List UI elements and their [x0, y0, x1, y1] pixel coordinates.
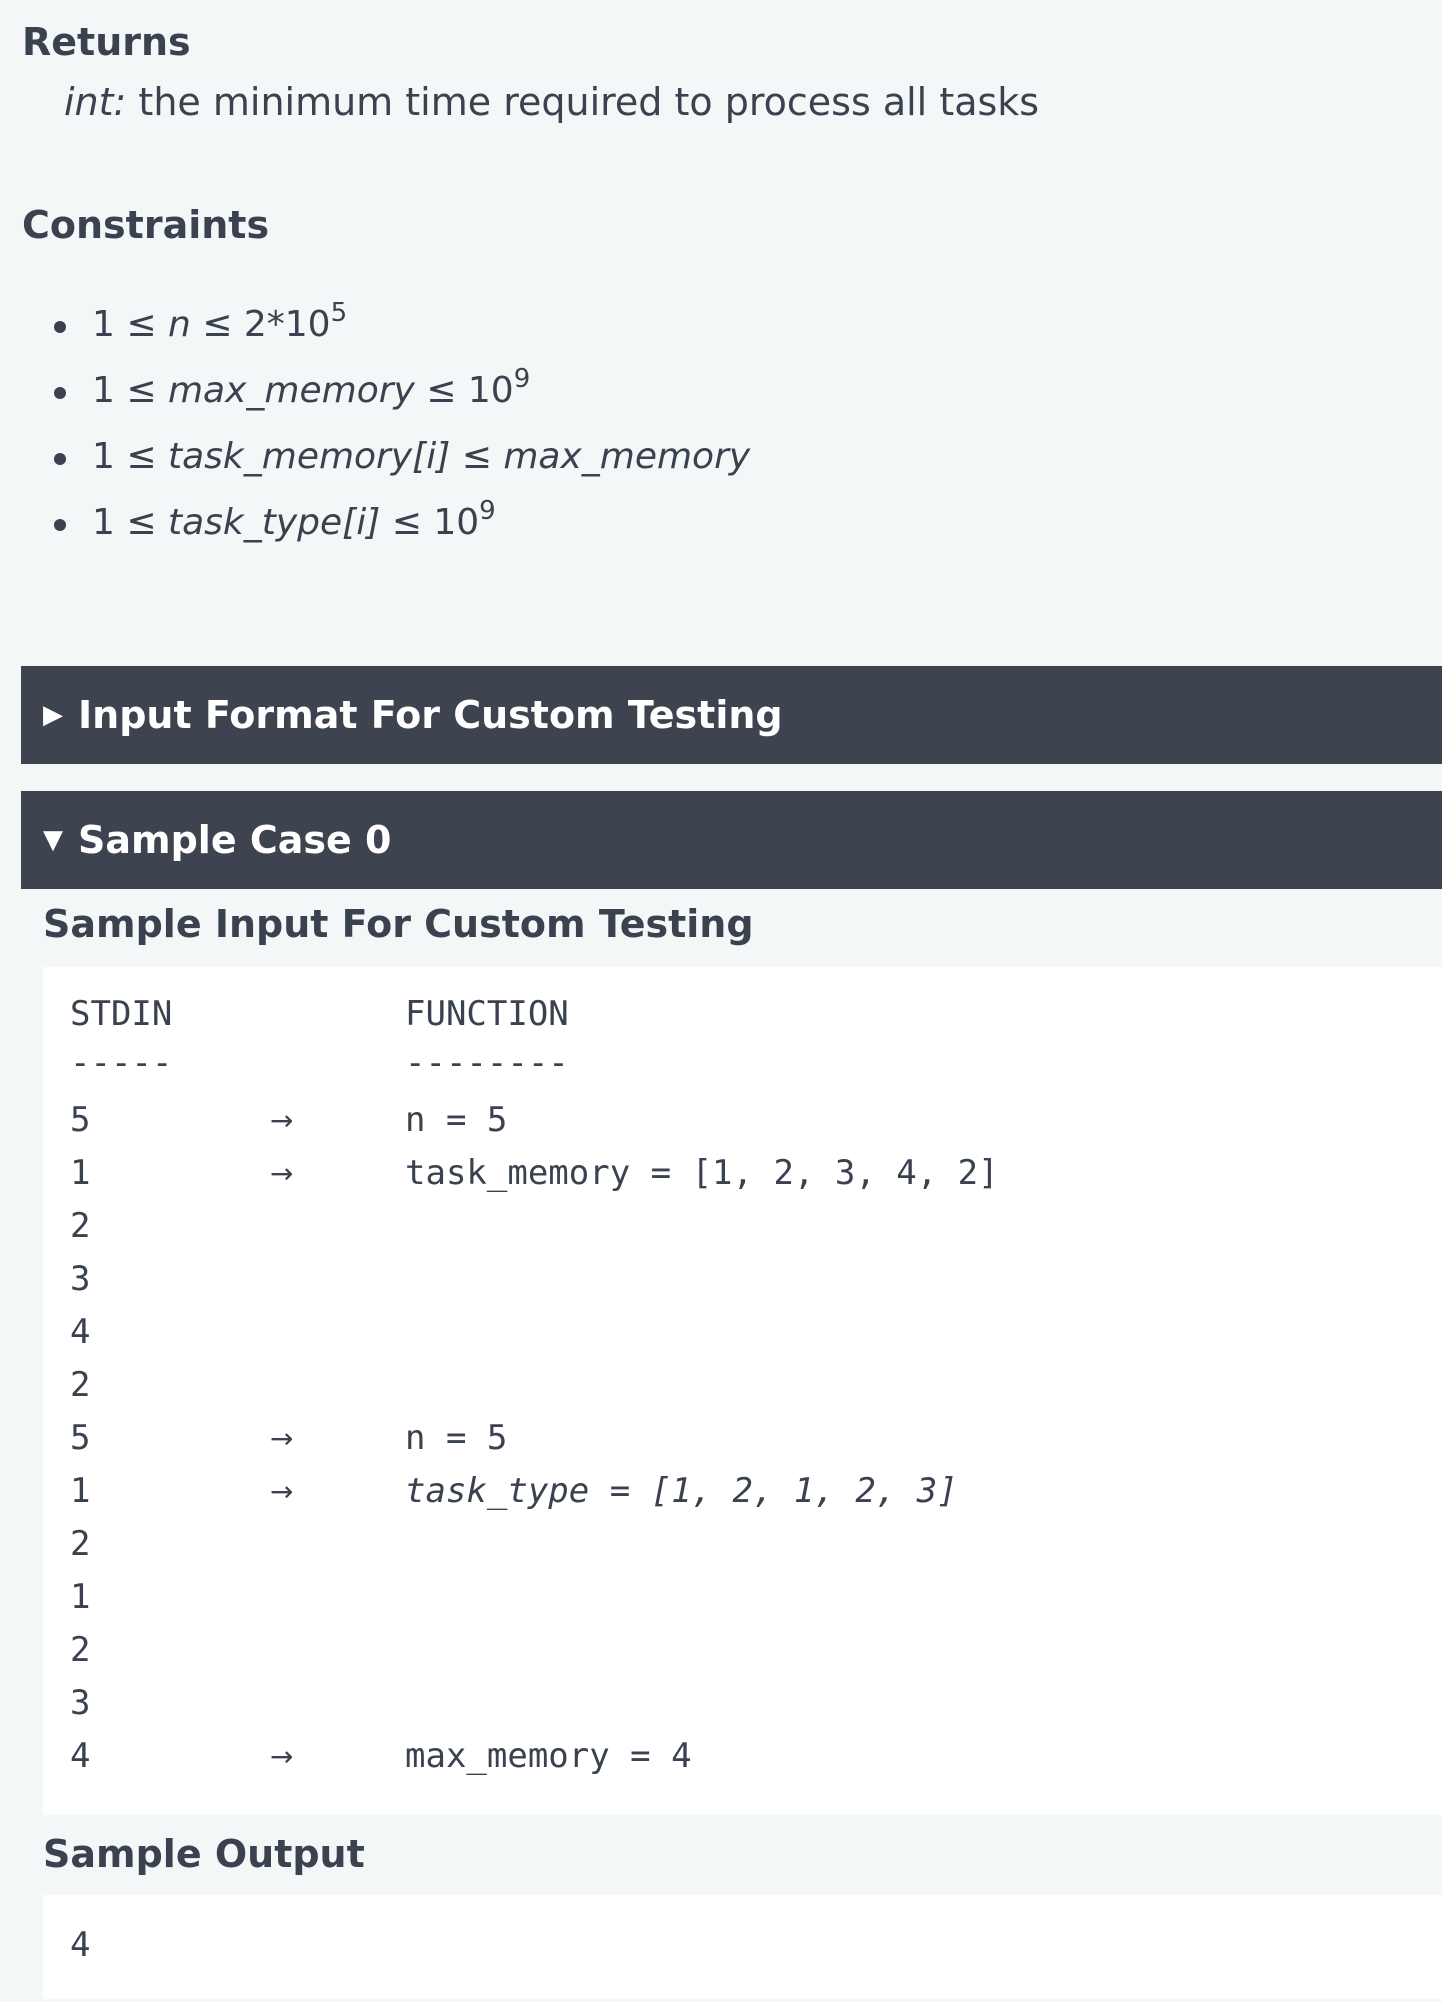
code-line [70, 1518, 1410, 1571]
sample-case-accordion-toggle[interactable] [21, 791, 1442, 889]
function-description: task_memory = [1, 2, 3, 4, 2] [405, 1153, 999, 1193]
stdin-value: 3 [70, 1259, 91, 1299]
code-line [70, 1306, 1410, 1359]
code-line [70, 988, 1410, 1041]
arrow-right-icon: → [270, 1475, 294, 1508]
return-type: int: [64, 80, 127, 124]
function-description: -------- [405, 1043, 569, 1083]
returns-heading: Returns [22, 20, 191, 64]
constraint-item: 1 ≤ task_memory[i] ≤ max_memory [0, 432, 750, 498]
input-format-accordion-toggle[interactable] [21, 666, 1442, 764]
bullet-icon [54, 387, 66, 399]
stdin-value: 2 [70, 1206, 91, 1246]
bullet-icon [54, 453, 66, 465]
code-line [70, 1730, 1410, 1783]
sample-output-heading: Sample Output [43, 1832, 365, 1876]
stdin-value: 1 [70, 1471, 91, 1511]
constraint-item: $1 \le n \le 2*10^5$ [0, 300, 750, 366]
sample-input-heading: Sample Input For Custom Testing [43, 902, 754, 946]
stdin-value: 1 [70, 1153, 91, 1193]
constraints-list [0, 300, 750, 564]
stdin-value: 4 [70, 1312, 91, 1352]
arrow-right-icon: → [270, 1422, 294, 1455]
function-description: max_memory = 4 [405, 1736, 692, 1776]
stdin-value: 3 [70, 1683, 91, 1723]
arrow-right-icon: → [270, 1740, 294, 1773]
stdin-value: 2 [70, 1630, 91, 1670]
sample-output-code-block [43, 1895, 1442, 1999]
constraint-item: 1 ≤ max_memory ≤ $10^9$ [0, 366, 750, 432]
constraints-heading: Constraints [22, 203, 270, 247]
code-line [70, 1465, 1410, 1518]
function-description: task_type = [1, 2, 1, 2, 3] [405, 1471, 958, 1511]
returns-description [64, 80, 1039, 124]
function-description: n = 5 [405, 1418, 508, 1458]
constraint-item: 1 ≤ task_type[i] ≤ $10^9$ [0, 498, 750, 564]
sample-input-code-block [43, 967, 1442, 1815]
code-line [70, 1677, 1410, 1730]
triangle-down-icon: ▼ [43, 825, 63, 855]
code-line [70, 1147, 1410, 1200]
code-line [70, 1094, 1410, 1147]
arrow-right-icon: → [270, 1157, 294, 1190]
stdin-value: 2 [70, 1365, 91, 1405]
function-description: FUNCTION [405, 994, 569, 1034]
stdin-value: 5 [70, 1100, 91, 1140]
code-line [70, 1200, 1410, 1253]
code-line [70, 1412, 1410, 1465]
bullet-icon [54, 519, 66, 531]
accordion-label: Input Format For Custom Testing [78, 693, 783, 737]
code-line [70, 1624, 1410, 1677]
stdin-value: 2 [70, 1524, 91, 1564]
stdin-value: ----- [70, 1043, 173, 1083]
stdin-value: 4 [70, 1736, 91, 1776]
return-text: the minimum time required to process all tasks [126, 80, 1040, 124]
output-value: 4 [70, 1925, 91, 1965]
code-line [70, 1571, 1410, 1624]
stdin-value: STDIN [70, 994, 173, 1034]
accordion-label: Sample Case 0 [78, 818, 392, 862]
stdin-value: 1 [70, 1577, 91, 1617]
triangle-right-icon: ▶ [43, 700, 63, 730]
function-description: n = 5 [405, 1100, 508, 1140]
code-line [70, 1359, 1410, 1412]
arrow-right-icon: → [270, 1104, 294, 1137]
code-line [70, 1037, 1410, 1090]
bullet-icon [54, 321, 66, 333]
stdin-value: 5 [70, 1418, 91, 1458]
code-line [70, 1253, 1410, 1306]
